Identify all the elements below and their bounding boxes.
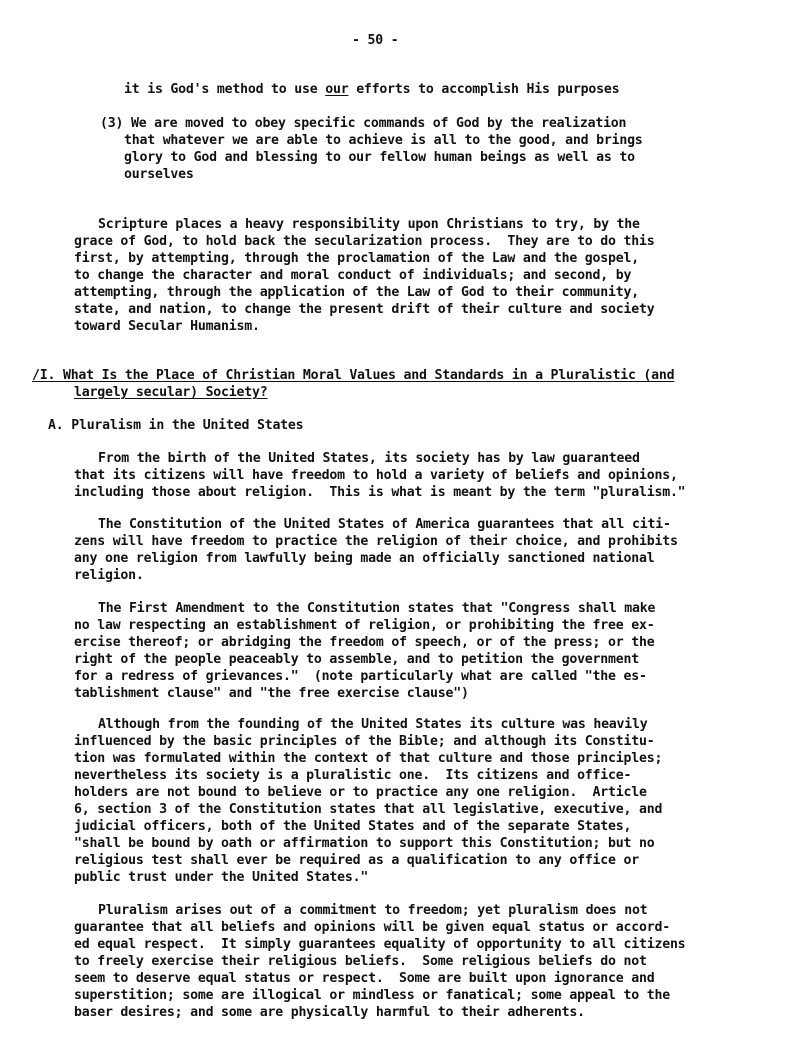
paragraph-line: toward Secular Humanism. xyxy=(74,319,260,334)
paragraph-line: religion. xyxy=(74,568,144,583)
paragraph-line: tion was formulated within the context of that culture and those principles; xyxy=(74,751,663,766)
paragraph-line: any one religion from lawfully being made an officially sanctioned national xyxy=(74,551,655,566)
list-item-3: (3) We are moved to obey specific commands of God by the realization xyxy=(100,116,627,131)
list-item-3: ourselves xyxy=(124,167,194,182)
paragraph-line: state, and nation, to change the present drift of their culture and society xyxy=(74,302,655,317)
paragraph-line: to change the character and moral conduct of individuals; and second, by xyxy=(74,268,632,283)
paragraph-line: for a redress of grievances." (note particularly what are called "the es- xyxy=(74,669,647,684)
paragraph-line: Pluralism arises out of a commitment to freedom; yet pluralism does not xyxy=(98,903,648,918)
text-line: it is God's method to use our efforts to accomplish His purposes xyxy=(124,82,620,97)
paragraph-line: public trust under the United States." xyxy=(74,870,369,885)
paragraph-line: seem to deserve equal status or respect. Some are built upon ignorance and xyxy=(74,971,655,986)
paragraph-line: guarantee that all beliefs and opinions will be given equal status or accord- xyxy=(74,920,670,935)
underlined-word: our xyxy=(325,82,349,97)
paragraph-line: grace of God, to hold back the secularization process. They are to do this xyxy=(74,234,655,249)
paragraph-line: Although from the founding of the United States its culture was heavily xyxy=(98,717,648,732)
paragraph-line: holders are not bound to believe or to practice any one religion. Article xyxy=(74,785,647,800)
section-heading: largely secular) Society? xyxy=(74,385,268,400)
paragraph-line: zens will have freedom to practice the religion of their choice, and prohibits xyxy=(74,534,678,549)
paragraph-line: judicial officers, both of the United States and of the separate States, xyxy=(74,819,632,834)
paragraph-line: tablishment clause" and "the free exercise clause") xyxy=(74,686,469,701)
paragraph-line: influenced by the basic principles of the Bible; and although its Constitu- xyxy=(74,734,655,749)
paragraph-line: From the birth of the United States, its society has by law guaranteed xyxy=(98,451,640,466)
paragraph-line: that its citizens will have freedom to hold a variety of beliefs and opinions, xyxy=(74,468,678,483)
paragraph-line: to freely exercise their religious beliefs. Some religious beliefs do not xyxy=(74,954,647,969)
paragraph-line: no law respecting an establishment of religion, or prohibiting the free ex- xyxy=(74,618,655,633)
paragraph-line: religious test shall ever be required as a qualification to any office or xyxy=(74,853,639,868)
paragraph-line: ed equal respect. It simply guarantees equality of opportunity to all citizens xyxy=(74,937,686,952)
paragraph-line: baser desires; and some are physically harmful to their adherents. xyxy=(74,1005,585,1020)
paragraph-line: "shall be bound by oath or affirmation to support this Constitution; but no xyxy=(74,836,655,851)
paragraph-line: including those about religion. This is what is meant by the term "pluralism." xyxy=(74,485,686,500)
paragraph-line: first, by attempting, through the proclamation of the Law and the gospel, xyxy=(74,251,639,266)
paragraph-line: nevertheless its society is a pluralistic one. Its citizens and office- xyxy=(74,768,632,783)
paragraph-line: superstition; some are illogical or mindless or fanatical; some appeal to the xyxy=(74,988,670,1003)
section-heading: /I. What Is the Place of Christian Moral Values and Standards in a Pluralistic (and xyxy=(32,368,675,383)
paragraph-line: ercise thereof; or abridging the freedom of speech, or of the press; or the xyxy=(74,635,655,650)
paragraph-line: 6, section 3 of the Constitution states that all legislative, executive, and xyxy=(74,802,663,817)
paragraph-line: Scripture places a heavy responsibility upon Christians to try, by the xyxy=(98,217,640,232)
list-item-3: glory to God and blessing to our fellow human beings as well as to xyxy=(124,150,635,165)
paragraph-line: right of the people peaceably to assemble, and to petition the government xyxy=(74,652,639,667)
page-number: - 50 - xyxy=(352,33,399,48)
paragraph-line: attempting, through the application of the Law of God to their community, xyxy=(74,285,639,300)
subsection-heading: A. Pluralism in the United States xyxy=(48,418,304,433)
list-item-3: that whatever we are able to achieve is all to the good, and brings xyxy=(124,133,643,148)
paragraph-line: The Constitution of the United States of America guarantees that all citi- xyxy=(98,517,671,532)
paragraph-line: The First Amendment to the Constitution states that "Congress shall make xyxy=(98,601,656,616)
